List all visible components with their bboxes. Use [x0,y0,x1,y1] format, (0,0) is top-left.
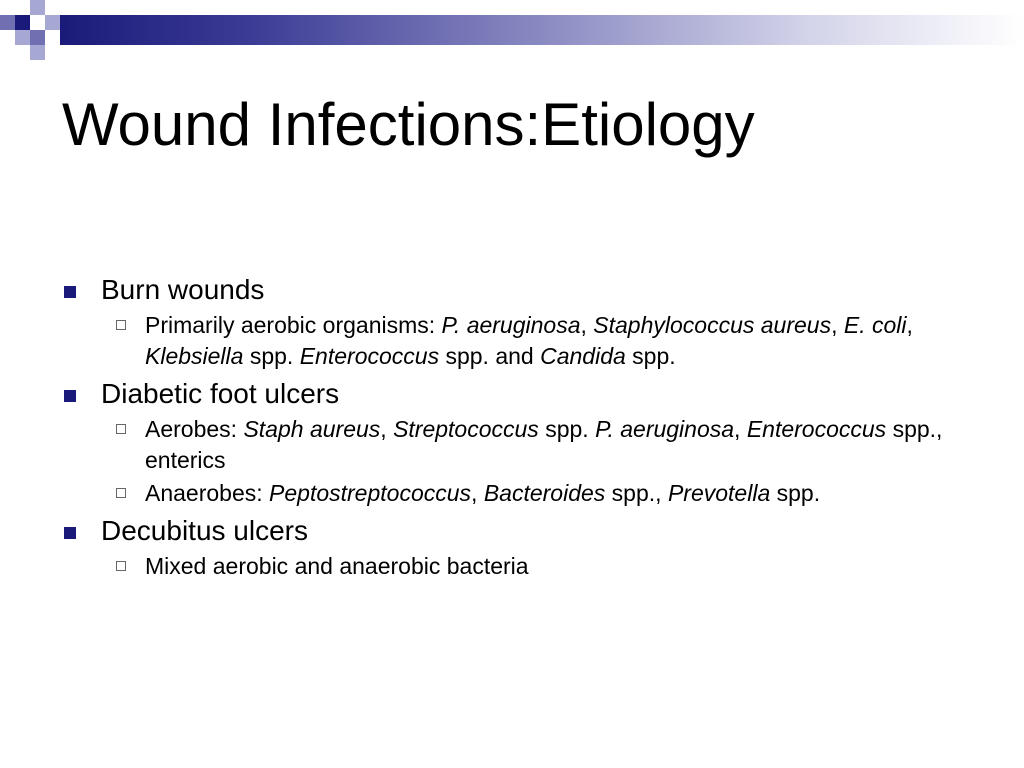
hollow-square-bullet-icon [116,561,126,571]
sub-bullet-text: Anaerobes: Peptostreptococcus, Bacteroides spp., Prevotella spp. [145,480,821,506]
organism-name: Prevotella [667,480,771,506]
sub-bullet-item [145,478,962,509]
hollow-square-bullet-icon [116,320,126,330]
organism-name: P. aeruginosa [441,312,581,338]
organism-name: Peptostreptococcus [269,480,472,506]
decorative-square [45,15,60,30]
organism-name: Candida [540,343,626,369]
bullet-item [62,513,962,549]
bullet-text: Diabetic foot ulcers [101,378,340,409]
bullet-list [62,272,962,586]
sub-bullet-text: Primarily aerobic organisms: P. aeruginosa, Staphylococcus aureus, E. coli, Klebsiella spp. Enterococcus spp. and Candida spp. [145,312,913,369]
bullet-item [62,376,962,412]
hollow-square-bullet-icon [116,488,126,498]
square-bullet-icon [64,286,76,298]
bullet-item [62,272,962,308]
decorative-square [30,30,45,45]
decorative-square [45,30,60,45]
hollow-square-bullet-icon [116,424,126,434]
bullet-group [62,376,962,509]
organism-name: Staph aureus [243,416,381,442]
decorative-square [15,30,30,45]
organism-name: Klebsiella [145,343,244,369]
decorative-square [15,15,30,30]
square-bullet-icon [64,527,76,539]
bullet-text: Decubitus ulcers [101,515,308,546]
organism-name: Bacteroides [483,480,606,506]
bullet-group [62,513,962,582]
organism-name: Streptococcus [393,416,539,442]
square-bullet-icon [64,390,76,402]
sub-bullet-item [145,310,962,372]
decorative-square [30,45,45,60]
bullet-group [62,272,962,372]
organism-name: Staphylococcus aureus [593,312,832,338]
sub-bullet-text: Aerobes: Staph aureus, Streptococcus spp. P. aeruginosa, Enterococcus spp., enterics [145,416,943,473]
sub-bullet-text: Mixed aerobic and anaerobic bacteria [145,553,529,579]
organism-name: E. coli [843,312,907,338]
bullet-text: Burn wounds [101,274,265,305]
organism-name: Enterococcus [299,343,440,369]
sub-bullet-item [145,551,962,582]
header-gradient-bar [60,15,1024,45]
decorative-square [30,0,45,15]
decorative-square [0,15,15,30]
slide-title: Wound Infections:Etiology [62,91,755,158]
organism-name: P. aeruginosa [595,416,735,442]
sub-bullet-item [145,414,962,476]
organism-name: Enterococcus [746,416,887,442]
